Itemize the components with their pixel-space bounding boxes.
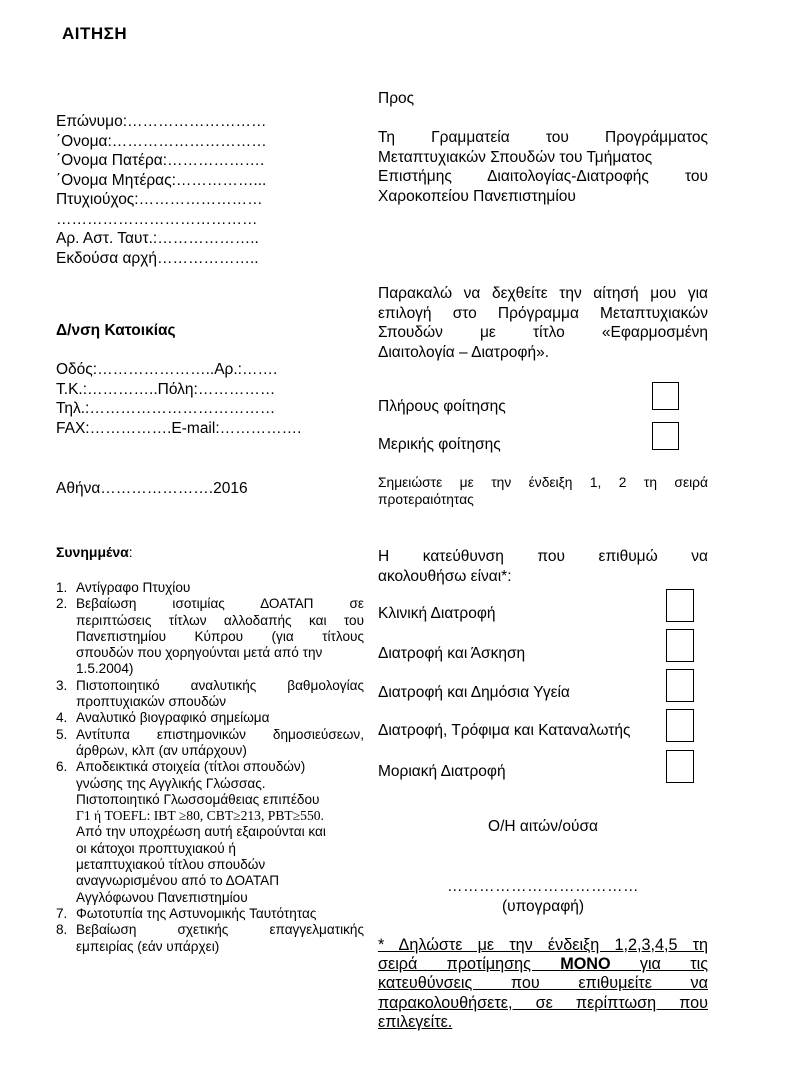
to-label: Προς <box>378 90 415 107</box>
item-text: Αγγλόφωνου Πανεπιστημίου <box>76 889 248 905</box>
item-number: 6. <box>56 759 68 775</box>
item-number: 8. <box>56 922 68 938</box>
item-text: Βεβαίωση ισοτιμίας ΔΟΑΤΑΠ σε <box>76 596 364 612</box>
item-text: Φωτοτυπία της Αστυνομικής Ταυτότητας <box>76 905 317 921</box>
recipient-line: Επιστήμης Διαιτολογίας-Διατροφής του <box>378 168 708 185</box>
item-text: Αποδεικτικά στοιχεία (τίτλοι σπουδών) <box>76 759 306 775</box>
list-item <box>56 906 364 922</box>
father-name-field[interactable]: ΄Ονομα Πατέρα:………………. <box>56 152 265 169</box>
phone-field[interactable]: Τηλ.:……………………………… <box>56 400 276 417</box>
attachments-colon: : <box>128 544 133 560</box>
recipient-line: Τη Γραμματεία του Προγράμματος <box>378 129 708 146</box>
request-line: Σπουδών με τίτλο «Εφαρμοσμένη <box>378 324 708 341</box>
item-text: Πιστοποιητικό Γλωσσομάθειας επιπέδου <box>76 791 320 807</box>
degree-field[interactable]: Πτυχιούχος:…………………… <box>56 191 263 208</box>
footnote-emphasis: ΜΟΝΟ <box>560 955 611 974</box>
signature-line[interactable]: ……………………………… <box>447 878 639 895</box>
first-name-field[interactable]: ΄Ονομα:………………………… <box>56 132 267 150</box>
item-text: αναγνωρισμένου από το ΔΟΑΤΑΠ <box>76 873 280 889</box>
list-item <box>56 710 364 726</box>
item-text: προπτυχιακών σπουδών <box>76 694 227 710</box>
request-line: επιλογή στο Πρόγραμμα Μεταπτυχιακών <box>378 304 708 322</box>
spec-public-health-label: Διατροφή και Δημόσια Υγεία <box>378 684 570 701</box>
item-text: Αντίτυπα επιστημονικών δημοσιεύσεων, <box>76 726 364 742</box>
list-item <box>56 580 364 596</box>
request-block <box>378 284 708 362</box>
spec-molecular-checkbox[interactable] <box>666 750 694 783</box>
footnote-line: επιλεγείτε. <box>378 1012 453 1031</box>
footnote-text: για τις <box>610 955 708 974</box>
item-text: σπουδών που χορηγούνται μετά από την <box>76 645 323 661</box>
item-number: 2. <box>56 596 68 612</box>
spec-clinical-label: Κλινική Διατροφή <box>378 605 496 622</box>
date-line[interactable]: Αθήνα………………….2016 <box>56 480 248 497</box>
item-number: 7. <box>56 905 68 921</box>
item-text: μεταπτυχιακού τίτλου σπουδών <box>76 857 266 873</box>
spec-public-health-checkbox[interactable] <box>666 669 694 702</box>
footnote-line <box>378 955 708 974</box>
item-text: 1.5.2004) <box>76 661 134 677</box>
spec-food-consumer-checkbox[interactable] <box>666 709 694 742</box>
item-text: Βεβαίωση σχετικής επαγγελματικής <box>76 922 364 938</box>
surname-field[interactable]: Επώνυμο:……………………… <box>56 113 267 130</box>
priority-note-line: Σημειώστε με την ένδειξη 1, 2 τη σειρά <box>378 475 708 490</box>
issuing-authority-field[interactable]: Εκδούσα αρχή……………….. <box>56 249 259 267</box>
item-text: Γ1 ή TOEFL: IBT ≥80, CBT≥213, PBT≥550. <box>76 808 324 824</box>
spec-molecular-label: Μοριακή Διατροφή <box>378 763 506 780</box>
footnote-line: * Δηλώστε με την ένδειξη 1,2,3,4,5 τη <box>378 936 708 954</box>
direction-intro-line: Η κατεύθυνση που επιθυμώ να <box>378 548 708 565</box>
direction-intro <box>378 547 708 586</box>
attachments-title: Συνημμένα <box>56 544 129 560</box>
priority-note <box>378 474 708 508</box>
signature-label: (υπογραφή) <box>501 898 585 915</box>
form-title: ΑΙΤΗΣΗ <box>62 24 128 43</box>
recipient-line: Μεταπτυχιακών Σπουδών του Τμήματος <box>378 148 653 166</box>
spec-exercise-checkbox[interactable] <box>666 629 694 662</box>
id-number-field[interactable]: Αρ. Αστ. Ταυτ.:……………….. <box>56 230 259 247</box>
attachments-list <box>56 580 364 955</box>
list-item <box>56 678 364 711</box>
residence-heading: Δ/νση Κατοικίας <box>56 322 176 339</box>
list-item <box>56 922 364 955</box>
item-number: 1. <box>56 580 68 595</box>
item-text: Πανεπιστημίου Κύπρου (για τίτλους <box>76 628 364 644</box>
item-text: οι κάτοχοι προπτυχιακού ή <box>76 840 236 856</box>
list-item <box>56 759 364 906</box>
item-text: Αντίγραφο Πτυχίου <box>76 580 191 595</box>
full-time-checkbox[interactable] <box>652 382 679 410</box>
address-fields <box>56 360 301 438</box>
item-text: εμπειρίας (εάν υπάρχει) <box>76 938 220 954</box>
item-text: Από την υποχρέωση αυτή εξαιρούνται και <box>76 824 326 840</box>
spec-clinical-checkbox[interactable] <box>666 589 694 622</box>
request-line: Παρακαλώ να δεχθείτε την αίτησή μου για <box>378 285 708 302</box>
street-field[interactable]: Οδός:…………………..Αρ.:……. <box>56 361 278 378</box>
applicant-fields <box>56 112 267 268</box>
item-text: Αναλυτικό βιογραφικό σημείωμα <box>76 710 270 726</box>
recipient-line: Χαροκοπείου Πανεπιστημίου <box>378 187 576 205</box>
mother-name-field[interactable]: ΄Ονομα Μητέρας:……………... <box>56 171 267 189</box>
item-number: 4. <box>56 710 68 726</box>
footnote <box>378 936 708 1032</box>
part-time-label: Μερικής φοίτησης <box>378 436 501 453</box>
part-time-checkbox[interactable] <box>652 422 679 450</box>
item-number: 3. <box>56 677 68 693</box>
item-text: περιπτώσεις τίτλων αλλοδαπής και του <box>76 612 364 628</box>
list-item <box>56 596 364 677</box>
degree-continuation-field[interactable]: ………………………………… <box>56 210 258 228</box>
attachments-heading <box>56 544 133 560</box>
applicant-signature-title: Ο/Η αιτών/ούσα <box>488 818 598 835</box>
priority-note-line: προτεραιότητας <box>378 492 474 507</box>
request-line: Διαιτολογία – Διατροφή». <box>378 343 550 361</box>
spec-food-consumer-label: Διατροφή, Τρόφιμα και Καταναλωτής <box>378 722 631 739</box>
item-text: γνώσης της Αγγλικής Γλώσσας. <box>76 775 266 791</box>
postcode-city-field[interactable]: Τ.Κ.:…………..Πόλη:…………… <box>56 380 276 398</box>
recipient-block <box>378 128 708 206</box>
item-number: 5. <box>56 726 68 742</box>
item-text: Πιστοποιητικό αναλυτικής βαθμολογίας <box>76 677 364 693</box>
full-time-label: Πλήρους φοίτησης <box>378 398 506 415</box>
spec-exercise-label: Διατροφή και Άσκηση <box>378 645 526 662</box>
footnote-line: κατευθύνσεις που επιθυμείτε να <box>378 974 708 993</box>
list-item <box>56 727 364 760</box>
item-text: άρθρων, κλπ (αν υπάρχουν) <box>76 742 247 758</box>
footnote-text: σειρά προτίμησης <box>378 955 561 974</box>
direction-intro-line: ακολουθήσω είναι*: <box>378 567 512 585</box>
fax-email-field[interactable]: FAX:…………….E-mail:……………. <box>56 419 302 437</box>
footnote-line: παρακολουθήσετε, σε περίπτωση που <box>378 993 708 1012</box>
